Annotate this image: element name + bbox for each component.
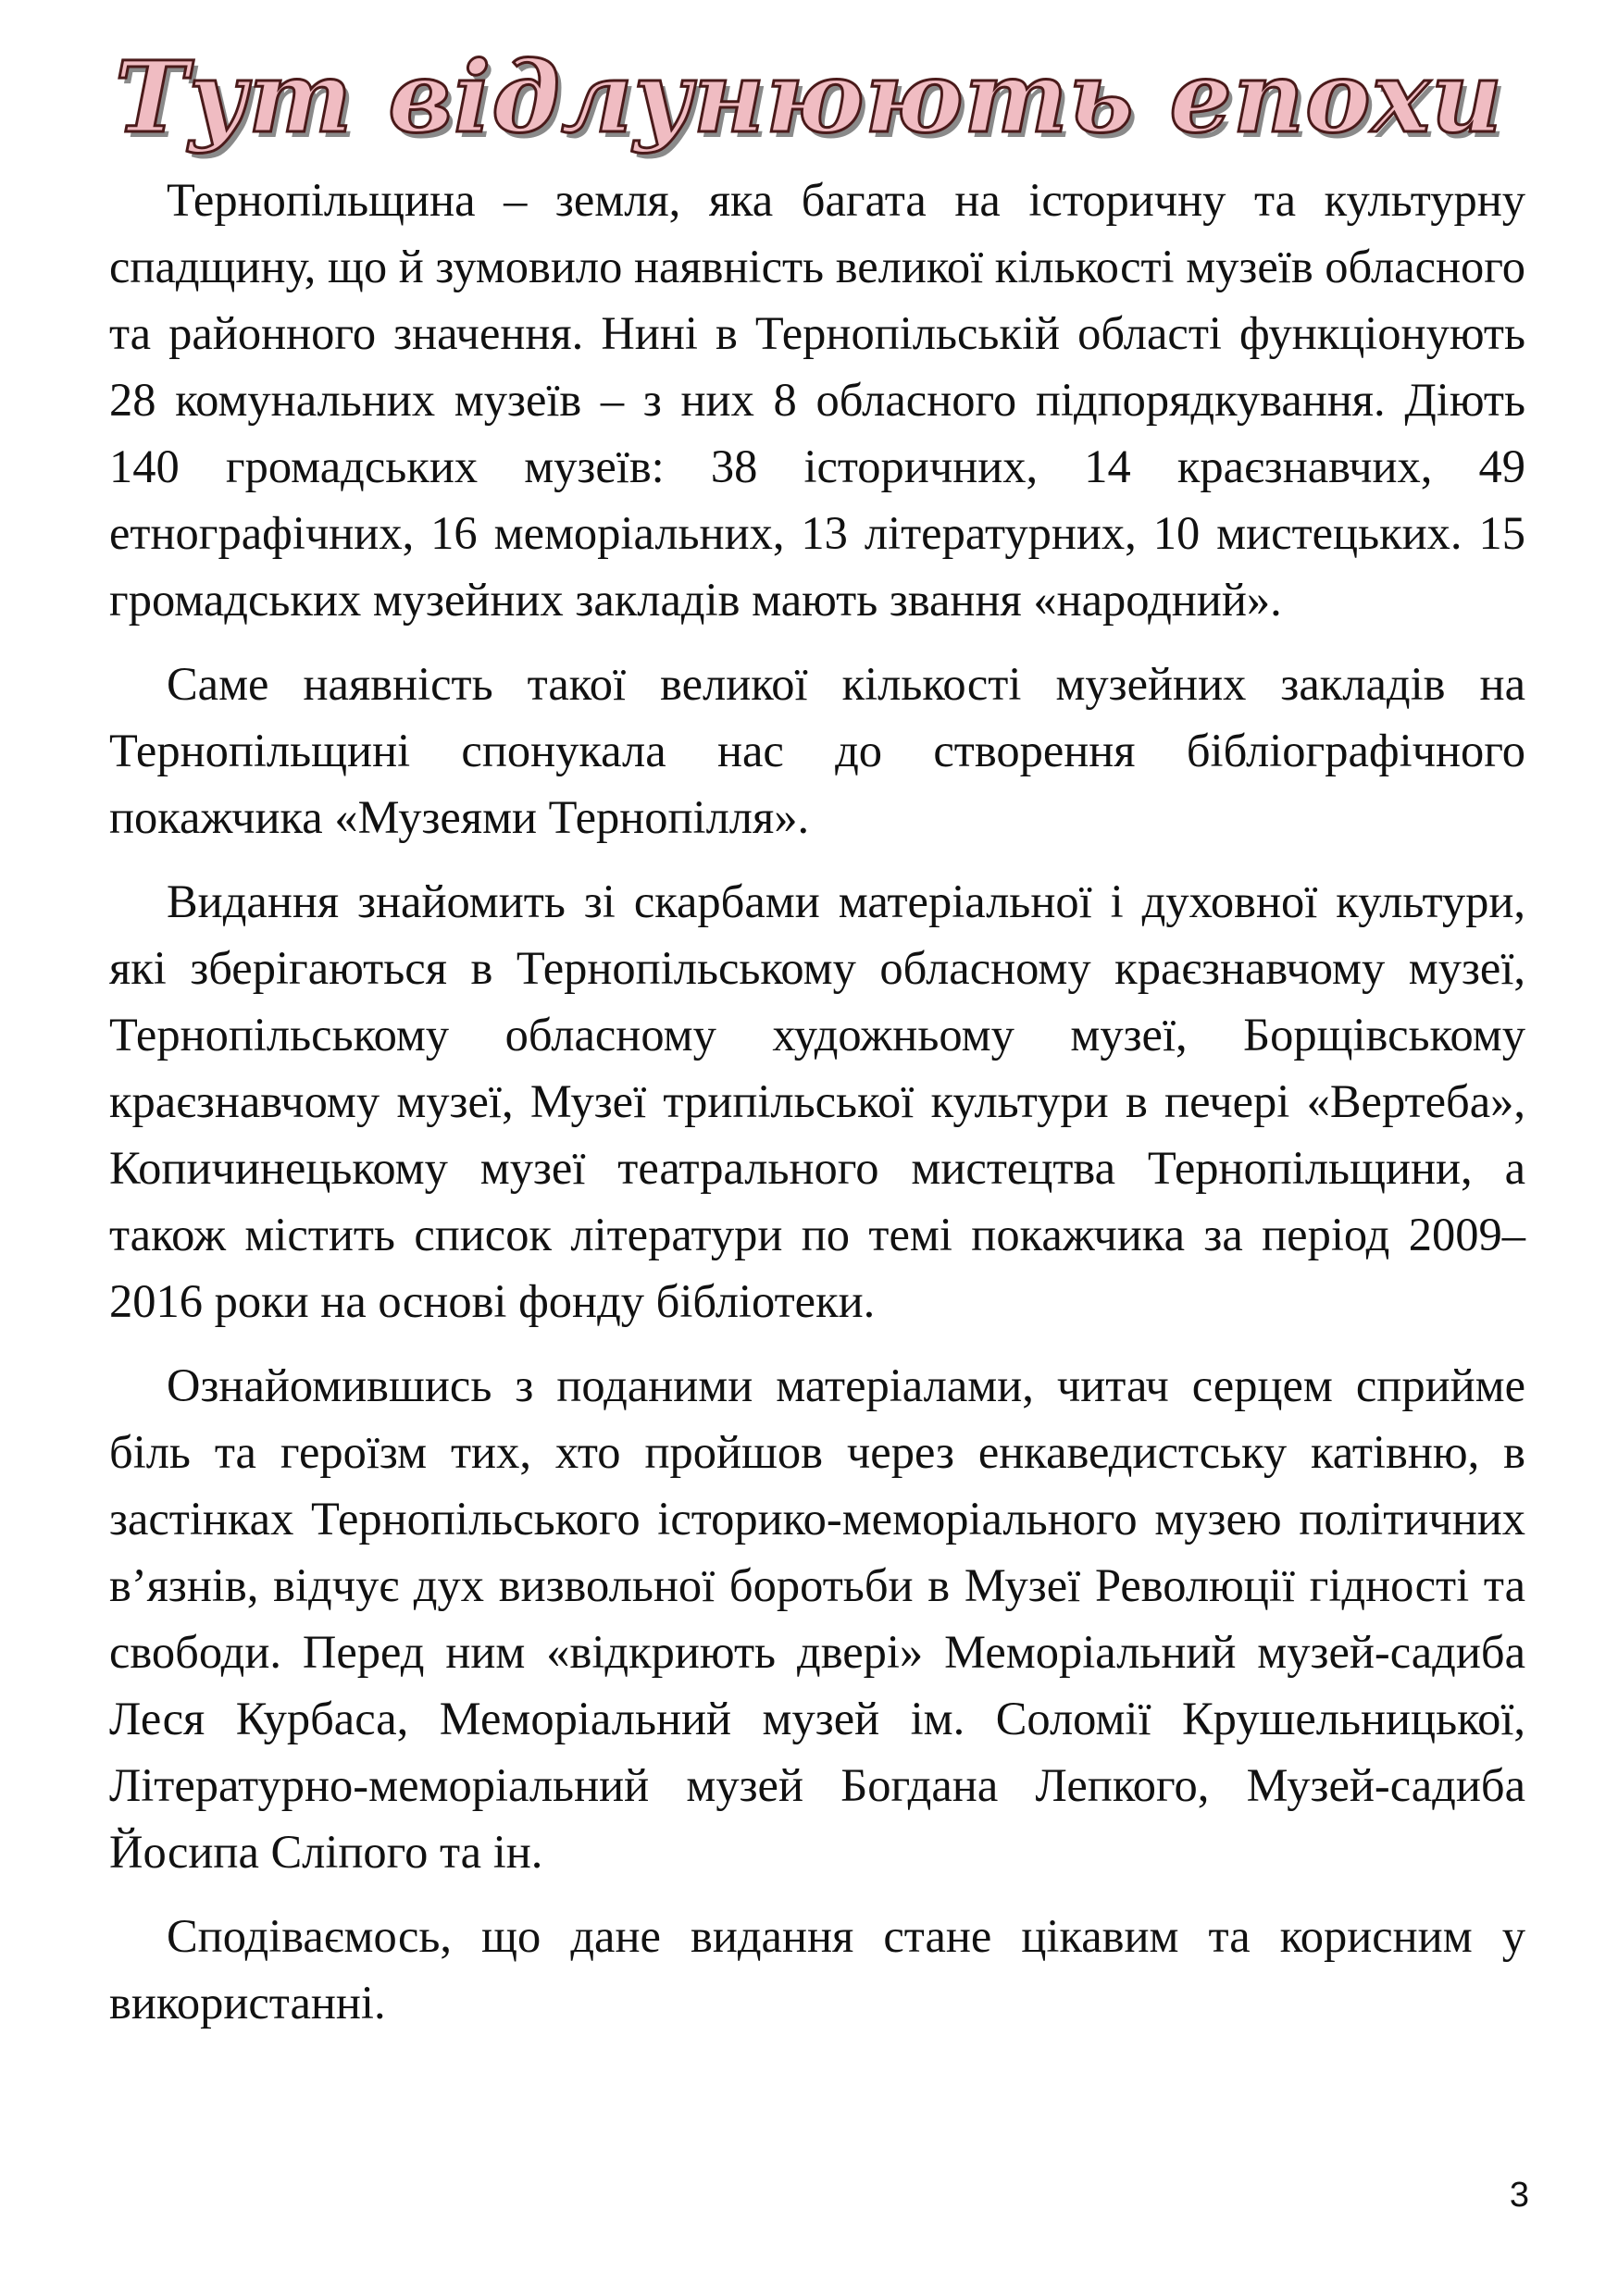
paragraph-reader: Ознайомившись з поданими матеріалами, читач серцем сприйме біль та героїзм тих, хто пройшов через енкаведистську катівню, в застінках Тернопільського історико-меморіального музею політичних в’язнів, відчує дух визвольної боротьби в Музеї Революції гідності та свободи. Перед ним «відкриють двері» Меморіальний музей-садиба Леся Курбаса, Меморіальний музей ім. Соломії Крушельницької, Літературно-меморіальний музей Богдана Лепкого, Музей-садиба Йосипа Сліпого та ін. bbox=[109, 1359, 1525, 1878]
body-text bbox=[109, 167, 1525, 2054]
paragraph-contents: Видання знайомить зі скарбами матеріальної і духовної культури, які зберігаються в Тернопільському обласному краєзнавчому музеї, Тернопільському обласному художньому музеї, Борщівському краєзнавчому музеї, Музеї трипільської культури в печері «Вертеба», Копичинецькому музеї театрального мистецтва Тернопільщини, а також містить список літератури по темі покажчика за період 2009–2016 роки на основі фонду бібліотеки. bbox=[109, 875, 1525, 1327]
paragraph-motivation: Саме наявність такої великої кількості музейних закладів на Тернопільщині спонукала нас до створення бібліографічного покажчика «Музеями Тернопілля». bbox=[109, 658, 1525, 843]
page-number: 3 bbox=[1509, 2176, 1529, 2215]
paragraph-closing: Сподіваємось, що дане видання стане цікавим та корисним у використанні. bbox=[109, 1910, 1525, 2029]
paragraph-intro: Тернопільщина – земля, яка багата на історичну та культурну спадщину, що й зумовило наявність великої кількості музеїв обласного та районного значення. Нині в Тернопільській області функціонують 28 комунальних музеїв – з них 8 обласного підпорядкування. Діють 140 громадських музеїв: 38 історичних, 14 краєзнавчих, 49 етнографічних, 16 меморіальних, 13 літературних, 10 мистецьких. 15 громадських музейних закладів мають звання «народний». bbox=[109, 174, 1525, 626]
page-title: Тут відлунюють епохи bbox=[115, 39, 1503, 155]
